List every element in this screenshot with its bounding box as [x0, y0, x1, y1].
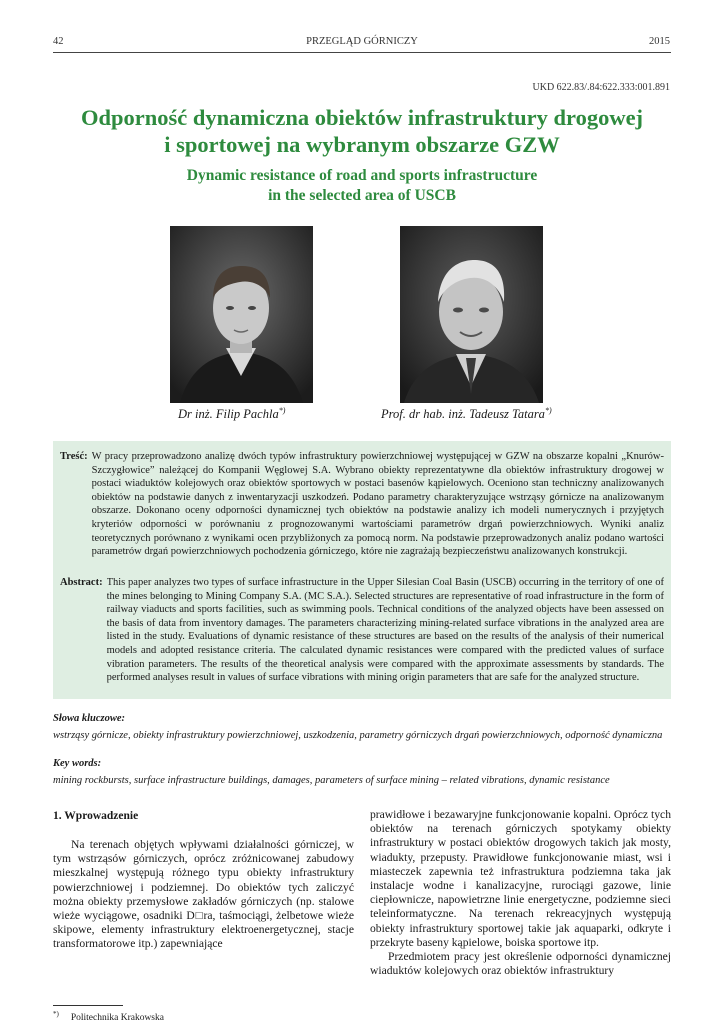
- title-english-line2: in the selected area of USCB: [268, 186, 456, 204]
- body-paragraph: prawidłowe i bezawaryjne funkcjonowanie kopalni. Oprócz tych obiektów na terenach górniczych spotykamy obiekty infrastruktury w postaci obiektów drogowych takich jak mosty, wiadukty, przepusty. Prawidłowe funkcjonowanie miast, wsi i miasteczek zapewnia też infrastruktura podziemna taka jak instalacje wodne i kanalizacyjne, rurociągi gazowe, linie ciepłownicze, napowietrzne linie energetyczne, podziemne sieci teleinformatyczne. Na terenach rekreacyjnych występują obiekty infrastruktury sportowej takie jak aquaparki, odkryte i przekryte baseny kąpielowe, boiska sportowe itp.: [370, 808, 671, 949]
- title-english-line1: Dynamic resistance of road and sports infrastructure: [186, 167, 538, 184]
- body-paragraph: Na terenach objętych wpływami działalności górniczej, w tym wstrząsów górniczych, oprócz zróżnicowanej zabudowy mieszkalnej występują różnego typu obiekty infrastruktury powierzchniowej i podziemnej. Do obiektów tych zaliczyć można obiekty przemysłowe zakładów górniczych (np. stalowe wieże wyciągowe, osadniki D□ra, taśmociągi, żelbetowe wieże skipowe, elementy infrastruktury elektroenergetycznej, stacje transformatorowe itp.) zapewniające: [53, 838, 354, 951]
- footnote-divider: [53, 1005, 123, 1006]
- author-photo-pachla: [170, 226, 313, 403]
- journal-name: PRZEGLĄD GÓRNICZY: [306, 36, 418, 47]
- section-heading: 1. Wprowadzenie: [53, 810, 139, 822]
- title-polish-line1: Odporność dynamiczna obiektów infrastruktury drogowej: [80, 105, 644, 130]
- abstract-label: Abstract:: [60, 577, 103, 588]
- keywords-en-label: Key words:: [53, 758, 102, 769]
- author-name-tatara: Prof. dr hab. inż. Tadeusz Tatara*): [381, 406, 552, 422]
- keywords-en-text: mining rockbursts, surface infrastructure buildings, damages, parameters of surface mining – related vibrations, dynamic resistance: [53, 775, 610, 786]
- footnote: [53, 1010, 164, 1023]
- keywords-pl-text: wstrząsy górnicze, obiekty infrastruktury powierzchniowej, uszkodzenia, parametry górniczych drgań powierzchniowych, odporność dynamiczna: [53, 730, 663, 741]
- keywords-pl-label: Słowa kluczowe:: [53, 713, 126, 724]
- title-polish: [0, 104, 724, 158]
- footnote-text: Politechnika Krakowska: [70, 1013, 164, 1024]
- header-divider: [53, 52, 671, 53]
- title-english: [0, 166, 724, 205]
- body-paragraph: Przedmiotem pracy jest określenie odporności dynamicznej wiaduktów kolejowych oraz obiektów infrastruktury: [370, 950, 671, 978]
- page-number: 42: [53, 36, 64, 47]
- footnote-mark: *): [53, 1010, 59, 1018]
- author-name-pachla: Dr inż. Filip Pachla*): [178, 406, 286, 422]
- tresc-text: W pracy przeprowadzono analizę dwóch typów infrastruktury powierzchniowej występującej w GZW na obszarze kopalni „Knurów-Szczygłowice” należącej do Kompanii Węglowej S.A. Wybrano obiekty reprezentatywne dla obiektów infrastruktury drogowej w postaci wiaduktów kolejowych oraz obiektów sportowych w postaci basenów kąpielowych. Oceniono stan techniczny analizowanych obiektów na podstawie danych z inwentaryzacji uszkodzeń. Podano parametry charakteryzujące wstrząsy górnicze na analizowanym obszarze. Dokonano oceny odporności dynamicznej tych obiektów na podstawie analizy ich modeli numerycznych i przyjętych kryteriów odporności w porównaniu z prognozowanymi wartościami parametrów drgań powierzchniowych. Wyniki analiz teoretycznych porównano z wynikami ocen przybliżonych za pomocą norm. Na podstawie przeprowadzonych analiz podano wartości parametrów drgań powierzchniowych pochodzenia górniczego, które nie zagrażają bezpieczeństwu analizowanych konstrukcji.: [91, 451, 664, 558]
- abstract-text: This paper analyzes two types of surface infrastructure in the Upper Silesian Coal Basin (USCB) occurring in the territory of one of the mines belonging to Mining Company S.A. (MC S.A.). Selected structures are representative of road infrastructure in the form of railway viaducts and sports facilities, such as swimming pools. Technical conditions of the analyzed objects have been assessed on the basis of data from inventory damages. The parameters characterizing mining-related surface vibrations in the analyzed area are listed in the study. Evaluations of dynamic resistance of these structures are based on the results of the analysis of their numerical models and adopted resistance criteria. The calculated dynamic resistances were compared with the predicted values of surface vibration parameters. The results of the theoretical analysis were compared with the approximate assessments by standards. The performed analyses result in values of surface vibrations with mining origin parameters that are safe for the analyzed structure.: [106, 577, 664, 684]
- body-column-left: [53, 838, 354, 952]
- tresc-paragraph: [60, 450, 664, 559]
- tresc-label: Treść:: [60, 451, 88, 462]
- body-column-right: [370, 808, 671, 978]
- publication-year: 2015: [649, 36, 670, 47]
- abstract-paragraph: [60, 576, 664, 685]
- author-photo-tatara: [400, 226, 543, 403]
- udk-code: UKD 622.83/.84:622.333:001.891: [532, 82, 670, 93]
- title-polish-line2: i sportowej na wybranym obszarze GZW: [164, 132, 560, 157]
